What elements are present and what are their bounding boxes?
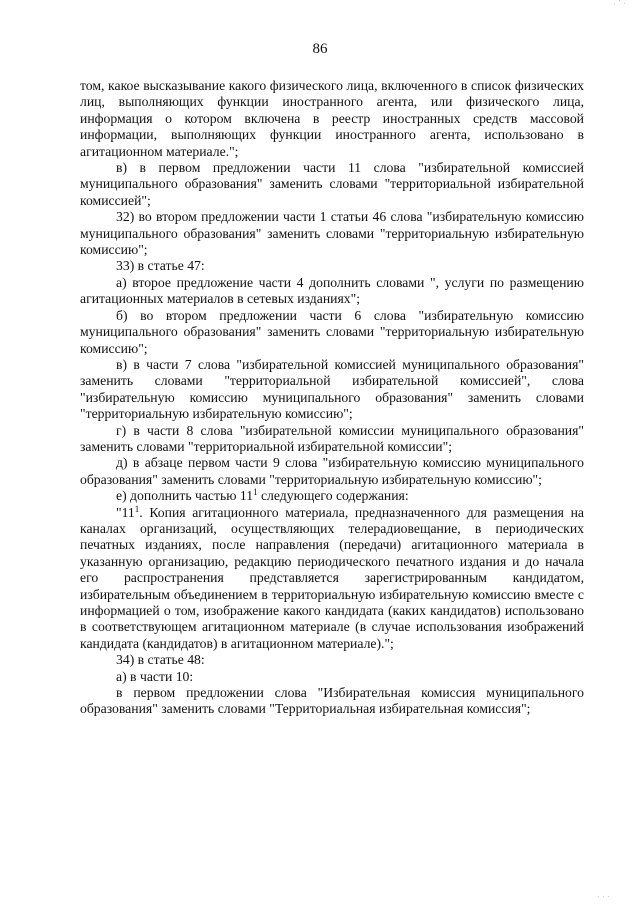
paragraph-item-34-a-first-sentence: в первом предложении слова "Избирательная комиссия муниципального образования" заменить словами "Территориальная избирательная комиссия"; bbox=[80, 685, 584, 717]
paragraph-item-34-a: а) в части 10: bbox=[116, 668, 194, 684]
paragraph-item-33: 33) в статье 47: bbox=[116, 258, 205, 274]
page-number: 86 bbox=[312, 41, 328, 57]
paragraph-item-33-e bbox=[80, 488, 584, 504]
paragraph-item-33-g: г) в части 8 слова "избирательной комиссии муниципального образования" заменить словами "территориальной избирательной комиссии"; bbox=[80, 422, 584, 454]
paragraph-text-after-sup: . Копия агитационного материала, предназначенного для размещения на каналах организаций, осуществляющих телерадиовещание, в периодических печатных изданиях, после направления (передачи) агитационного материала в указанную организацию, редакцию периодического печатного издания и до начала его распространения представляется зарегистрированным кандидатом, избирательным объединением в территориальную избирательную комиссию вместе с информацией о том, изображение какого кандидата (каких кандидатов) использовано в соответствующем агитационном материале (в случае использования изображений кандидата (кандидатов) в агитационном материале)."; bbox=[80, 504, 584, 651]
paragraph-item-33-d: д) в абзаце первом части 9 слова "избирательную комиссию муниципального образования" заменить словами "территориальную избирательную комиссию"; bbox=[80, 455, 584, 487]
paragraph-item-33-a: а) второе предложение части 4 дополнить словами ", услуги по размещению агитационных материалов в сетевых изданиях"; bbox=[80, 274, 584, 307]
paragraph-item-v-part-11: в) в первом предложении части 11 слова "избирательной комиссией муниципального образования" заменить словами "территориальной избирательной комиссией"; bbox=[80, 160, 584, 208]
superscript-index: 1 bbox=[134, 503, 140, 514]
paragraph-item-33-v: в) в части 7 слова "избирательной комиссией муниципального образования" заменить словами "территориальной избирательной комиссией", слова "избирательную комиссию муниципального образования" заменить словами "территориальную избирательную комиссию"; bbox=[80, 356, 584, 422]
paragraph-item-34: 34) в статье 48: bbox=[116, 652, 205, 668]
scan-artifact-mark: . . . bbox=[597, 893, 610, 899]
paragraph-item-33-b: б) во втором предложении части 6 слова "избирательную комиссию муниципального образования" заменить словами "территориальную избирательную комиссию"; bbox=[80, 307, 584, 356]
paragraph-text-before-sup: "11 bbox=[116, 504, 135, 520]
paragraph-text-after-sup: следующего содержания: bbox=[257, 488, 409, 504]
document-body bbox=[80, 78, 584, 718]
paragraph-item-32: 32) во втором предложении части 1 статьи 46 слова "избирательную комиссию муниципального образования" заменить словами "территориальную избирательную комиссию"; bbox=[80, 209, 584, 258]
paragraph-part-11-1-text bbox=[80, 505, 584, 653]
paragraph-continuation: том, какое высказывание какого физического лица, включенного в список физических лиц, выполняющих функции иностранного агента, или физического лица, информация о котором включена в реестр иностранных средств массовой информации, выполняющих функции иностранного агента, использовано в агитационном материале."; bbox=[80, 78, 584, 159]
scan-artifact-mark: . ' . bbox=[613, 0, 626, 6]
paragraph-text-before-sup: е) дополнить частью 11 bbox=[116, 488, 254, 504]
superscript-index: 1 bbox=[253, 487, 258, 498]
